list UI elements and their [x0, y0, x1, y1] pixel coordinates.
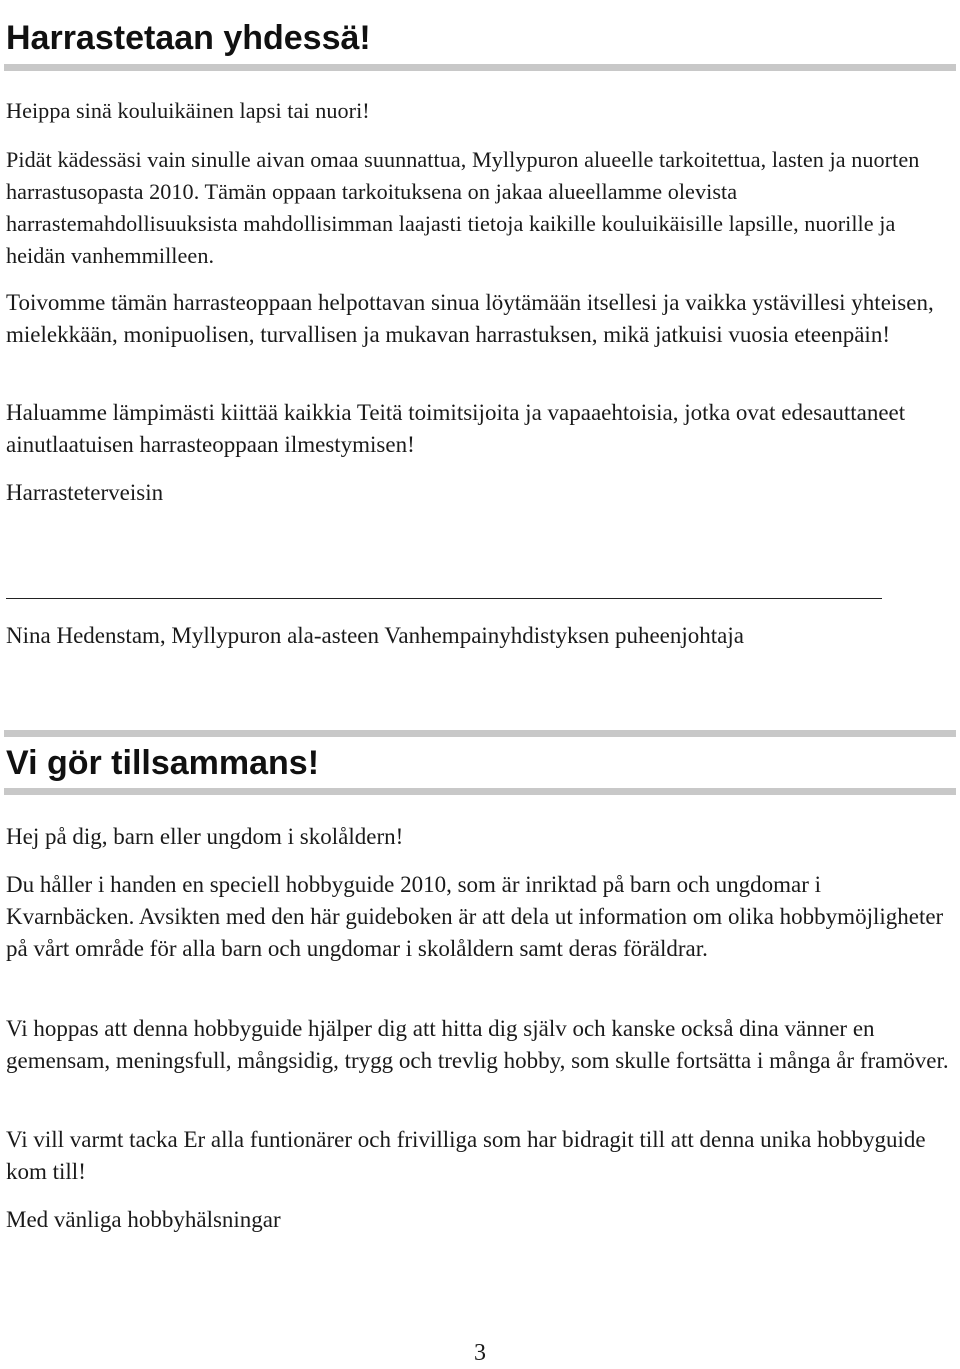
- finnish-closing: Harrasteterveisin: [6, 480, 164, 505]
- signature-line: [6, 598, 882, 599]
- finnish-heading-rule: [4, 64, 956, 71]
- swedish-closing: Med vänliga hobbyhälsningar: [6, 1207, 281, 1232]
- swedish-top-rule: [4, 730, 956, 737]
- finnish-paragraph-3: Haluamme lämpimästi kiittää kaikkia Teitä toimitsijoita ja vapaaehtoisia, jotka ovat edesauttaneet ainutlaatuisen harrasteoppaan ilmestymisen!: [6, 400, 906, 457]
- finnish-signatory: Nina Hedenstam, Myllypuron ala-asteen Vanhempainyhdistyksen puheenjohtaja: [6, 623, 744, 648]
- finnish-heading: Harrastetaan yhdessä!: [6, 19, 371, 57]
- finnish-greeting: Heippa sinä kouluikäinen lapsi tai nuori!: [6, 98, 370, 123]
- swedish-paragraph-2: Vi hoppas att denna hobbyguide hjälper dig att hitta dig själv och kanske också dina vänner en gemensam, meningsfull, mångsidig, trygg och trevlig hobby, som skulle fortsätta i många år framöver.: [6, 1016, 949, 1073]
- swedish-paragraph-1: Du håller i handen en speciell hobbyguide 2010, som är inriktad på barn och ungdomar i Kvarnbäcken. Avsikten med den här guideboken är att dela ut information om olika hobbymöjligheter på vårt område för alla barn och ungdomar i skolåldern samt deras föräldrar.: [6, 872, 944, 961]
- swedish-greeting: Hej på dig, barn eller ungdom i skolåldern!: [6, 824, 404, 849]
- finnish-paragraph-1: Pidät kädessäsi vain sinulle aivan omaa suunnattua, Myllypuron alueelle tarkoitettua, lasten ja nuorten harrastusopasta 2010. Tämän oppaan tarkoituksena on jakaa alueellamme olevista harrastemahdollisuuksista mahdollisimman laajasti tietoja kaikille kouluikäisille lapsille, nuorille ja heidän vanhemmilleen.: [6, 147, 920, 268]
- page-number: 3: [474, 1340, 486, 1366]
- swedish-heading: Vi gör tillsammans!: [6, 744, 320, 782]
- swedish-paragraph-3: Vi vill varmt tacka Er alla funtionärer och frivilliga som har bidragit till att denna unika hobbyguide kom till!: [6, 1127, 926, 1184]
- swedish-heading-rule: [4, 788, 956, 795]
- finnish-paragraph-2: Toivomme tämän harrasteoppaan helpottavan sinua löytämään itsellesi ja vaikka ystävillesi yhteisen, mielekkään, monipuolisen, turvallisen ja mukavan harrastuksen, mikä jatkuisi vuosia eteenpäin!: [6, 290, 934, 347]
